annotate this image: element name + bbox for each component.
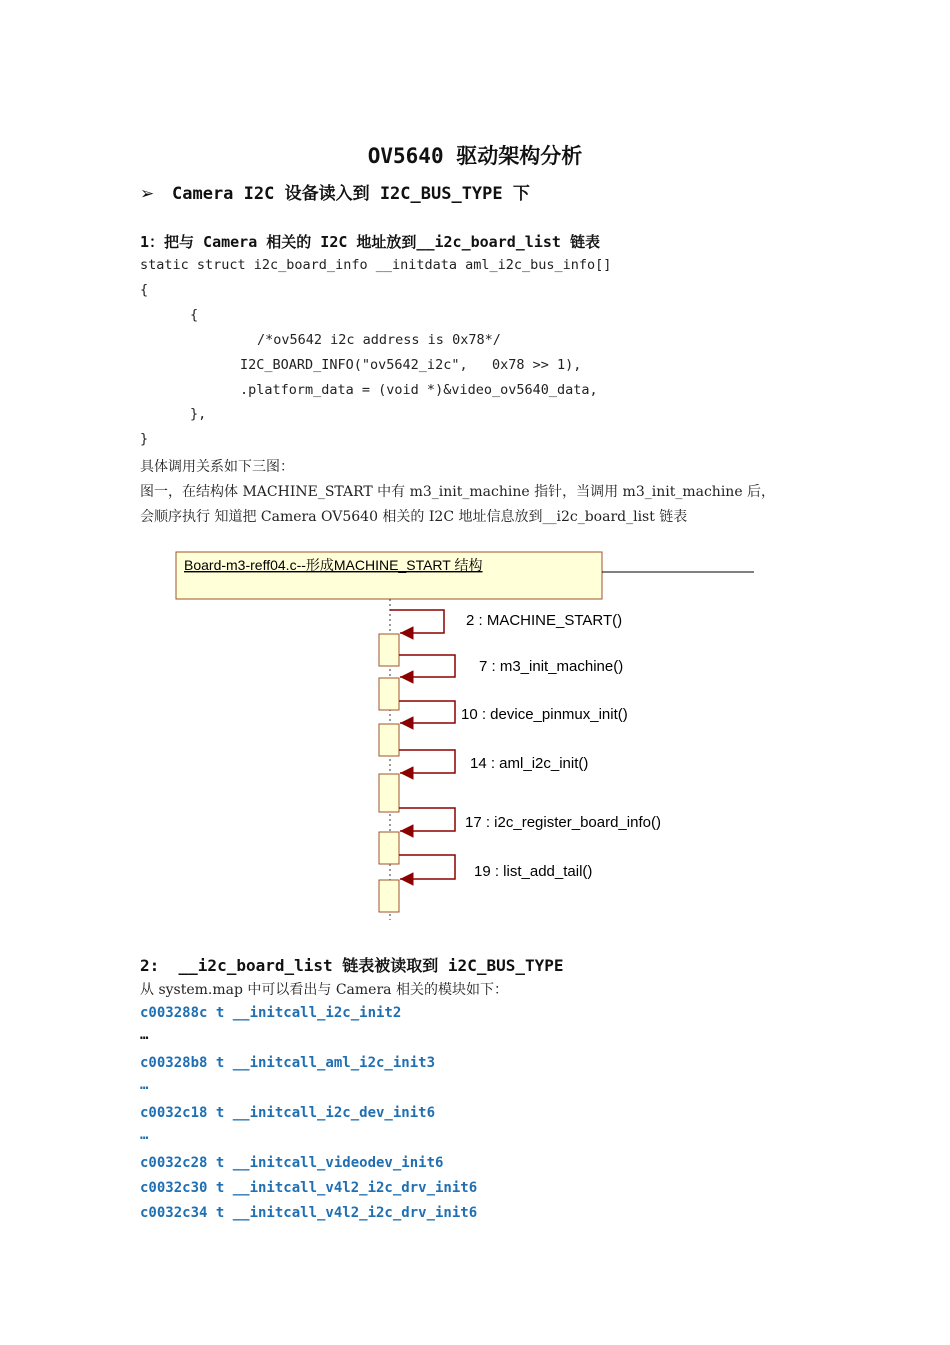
call-label: 2 : MACHINE_START() <box>466 612 623 629</box>
call-label: 17 : i2c_register_board_info() <box>465 814 661 831</box>
activation-bar <box>379 634 399 666</box>
self-call-arrow <box>399 808 455 831</box>
call-label: 14 : aml_i2c_init() <box>470 755 589 772</box>
self-call-arrow <box>399 855 455 879</box>
object-label: Board-m3-reff04.c--形成MACHINE_START 结构 <box>184 557 483 573</box>
self-call-arrow <box>399 701 455 723</box>
activation-bar <box>379 880 399 912</box>
bullet-arrow-icon: ➢ <box>140 184 155 204</box>
paragraph: 图一，在结构体 MACHINE_START 中有 m3_init_machine 指针，当调用 m3_init_machine 后， <box>140 484 776 500</box>
activation-bar <box>379 774 399 812</box>
code-line: /*ov5642 i2c address is 0x78*/ <box>257 332 501 348</box>
call-label: 19 : list_add_tail() <box>474 863 593 880</box>
ellipsis: … <box>140 1127 149 1143</box>
symbol-line: c0032c28 t __initcall_videodev_init6 <box>140 1155 444 1171</box>
paragraph: 具体调用关系如下三图： <box>140 459 294 475</box>
code-line: } <box>140 431 149 447</box>
sequence-diagram <box>0 545 950 930</box>
document-title: OV5640 驱动架构分析 <box>367 144 583 168</box>
code-line: static struct i2c_board_info __initdata aml_i2c_bus_info[] <box>140 257 612 273</box>
code-line: .platform_data = (void *)&video_ov5640_data, <box>240 382 598 398</box>
section-2-heading: 2: __i2c_board_list 链表被读取到 i2C_BUS_TYPE <box>140 956 564 975</box>
section-1-heading: 1：把与 Camera 相关的 I2C 地址放到__i2c_board_list 链表 <box>140 233 600 251</box>
symbol-line: c0032c18 t __initcall_i2c_dev_init6 <box>140 1105 436 1121</box>
code-line: { <box>140 282 149 298</box>
bullet-heading <box>140 179 530 204</box>
symbol-line: c0032c30 t __initcall_v4l2_i2c_drv_init6 <box>140 1180 478 1196</box>
self-call-arrow <box>390 610 444 633</box>
symbol-line: c0032c34 t __initcall_v4l2_i2c_drv_init6 <box>140 1205 478 1221</box>
call-label: 7 : m3_init_machine() <box>479 658 624 675</box>
code-line: }, <box>190 406 207 422</box>
self-call-arrow <box>399 655 455 677</box>
call-label: 10 : device_pinmux_init() <box>461 706 628 723</box>
bullet-heading-text: Camera I2C 设备读入到 I2C_BUS_TYPE 下 <box>172 184 530 204</box>
code-line: I2C_BOARD_INFO("ov5642_i2c", 0x78 >> 1), <box>240 357 582 373</box>
activation-bar <box>379 724 399 756</box>
ellipsis: … <box>140 1077 149 1093</box>
code-line: { <box>190 307 199 323</box>
paragraph: 会顺序执行 知道把 Camera OV5640 相关的 I2C 地址信息放到__i2c_board_list 链表 <box>140 509 688 525</box>
paragraph: 从 system.map 中可以看出与 Camera 相关的模块如下： <box>140 982 508 998</box>
activation-bar <box>379 832 399 864</box>
symbol-line: c00328b8 t __initcall_aml_i2c_init3 <box>140 1055 436 1071</box>
self-call-arrow <box>399 750 455 773</box>
activation-bar <box>379 678 399 710</box>
ellipsis: … <box>140 1027 149 1043</box>
symbol-line: c003288c t __initcall_i2c_init2 <box>140 1005 402 1021</box>
